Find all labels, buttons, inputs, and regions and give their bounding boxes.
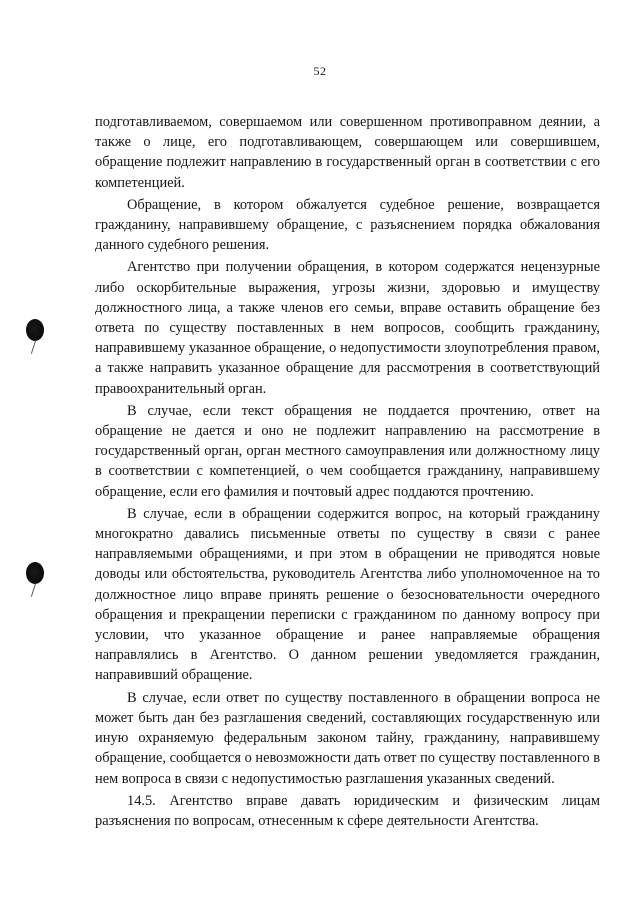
punch-hole-bottom — [26, 562, 44, 584]
paragraph: Обращение, в котором обжалуется судебное решение, возвращается гражданину, направившему обращение, с разъяснением порядка обжалования данного судебного решения. — [95, 196, 600, 254]
body-text — [95, 112, 600, 831]
punch-hole-top — [26, 319, 44, 341]
paragraph: подготавливаемом, совершаемом или совершенном противоправном деянии, а также о лице, его подготавливающем, совершающем или совершившем, обращение подлежит направлению в государственный орган в соответствии с его компетенцией. — [95, 114, 600, 191]
paragraph: 14.5. Агентство вправе давать юридическим и физическим лицам разъяснения по вопросам, отнесенным к сфере деятельности Агентства. — [95, 792, 600, 829]
paragraph: Агентство при получении обращения, в котором содержатся нецензурные либо оскорбительные выражения, угрозы жизни, здоровью и имуществу должностного лица, а также членов его семьи, вправе оставить обращение без ответа по существу поставленных в нем вопросов, сообщить гражданину, направившему указанное обращение, о недопустимости злоупотребления правом, а также направить указанное обращение для рассмотрения в соответствующий правоохранительный орган. — [95, 259, 600, 397]
paragraph: В случае, если в обращении содержится вопрос, на который гражданину многократно давались письменные ответы по существу в связи с ранее направляемыми обращениями, и при этом в обращении не приводятся новые доводы или обстоятельства, руководитель Агентства либо уполномоченное на то должностное лицо вправе принять решение о безосновательности очередного обращения и прекращении переписки с гражданином по данному вопросу при условии, что указанное обращение и ранее направляемые обращения направлялись в Агентство. О данном решении уведомляется гражданин, направивший обращение. — [95, 505, 600, 684]
paragraph: В случае, если ответ по существу поставленного в обращении вопроса не может быть дан без разглашения сведений, составляющих государственную или иную охраняемую федеральным законом тайну, гражданину, направившему обращение, сообщается о невозможности дать ответ по существу поставленного в нем вопроса в связи с недопустимостью разглашения указанных сведений. — [95, 689, 600, 787]
page-number: 52 — [313, 64, 327, 78]
punch-hole-bottom-mark — [31, 583, 36, 597]
paragraph: В случае, если текст обращения не поддается прочтению, ответ на обращение не дается и оно не подлежит направлению на рассмотрение в государственный орган, орган местного самоуправления или должностному лицу в соответствии с компетенцией, о чем сообщается гражданину, направившему обращение, если его фамилия и почтовый адрес поддаются прочтению. — [95, 402, 600, 500]
punch-hole-top-mark — [31, 340, 36, 354]
